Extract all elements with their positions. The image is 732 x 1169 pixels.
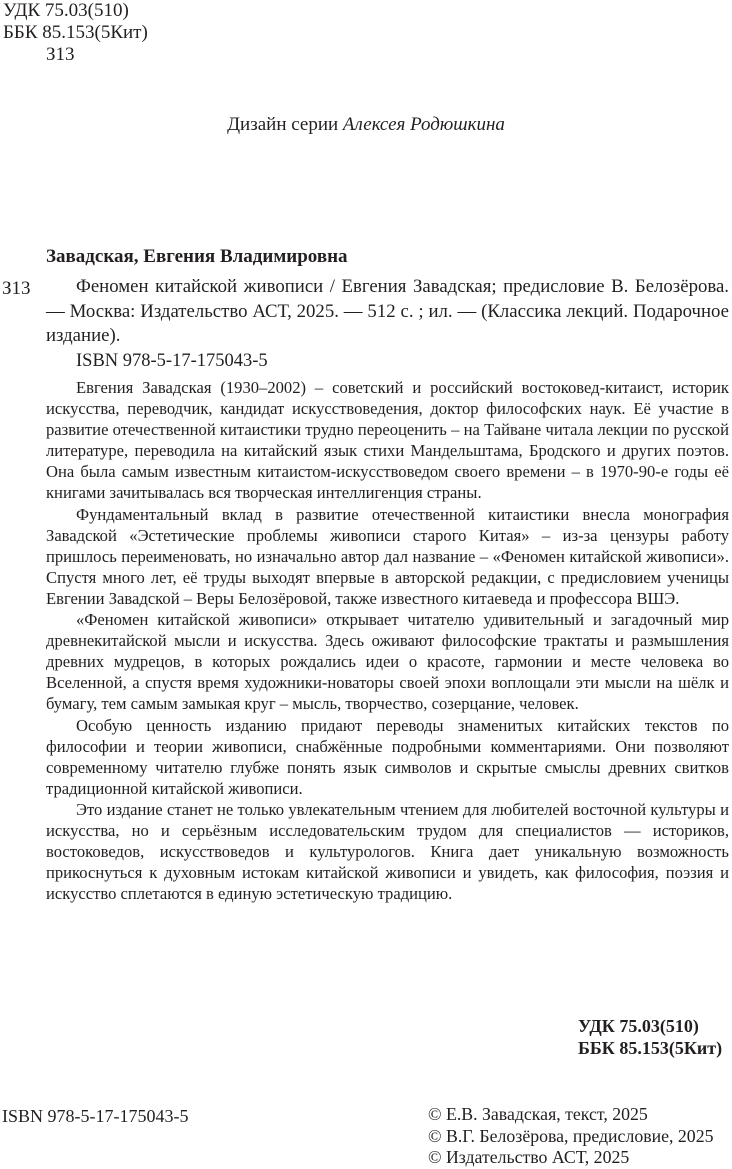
annotation [46, 377, 729, 904]
series-design-label: Дизайн серии [227, 114, 339, 135]
udk-code-bold: УДК 75.03(510) [578, 1016, 699, 1036]
annotation-paragraph: «Феномен китайской живописи» открывает читателю удивительный и загадочный мир древнекитайской мысли и искусства. Здесь оживают философские трактаты и размышления древних мудрецов, в которых рождались идеи о красоте, гармонии и месте человека во Вселенной, а спустя время художники-новаторы своей эпохи воплощали эти мысли на шёлк и бумагу, тем самым замыкая круг – мысль, творчество, созерцание, человек. [46, 610, 729, 714]
annotation-paragraph: Фундаментальный вклад в развитие отечественной китаистики внесла монография Завадской «Эстетические проблемы живописи старого Китая» – из-за цензуры работу пришлось переименовать, но изначально автор дал название – «Феномен китайской живописи». Спустя много лет, её труды выходят впервые в авторской редакции, с предисловием ученицы Евгении Завадской – Веры Белозёровой, также известного китаеведа и профессора ВШЭ. [46, 504, 729, 608]
copyright-block [428, 1104, 713, 1169]
annotation-paragraph: Особую ценность изданию придают переводы знаменитых китайских текстов по философии и теории живописи, снабжённые подробными комментариями. Они позволяют современному читателю глубже понять язык символов и скрытые смыслы древних свитков традиционной китайской живописи. [46, 715, 729, 798]
annotation-paragraph: Евгения Завадская (1930–2002) – советский и российский востоковед-китаист, историк искусства, переводчик, кандидат искусствоведения, доктор философских наук. Её участие в развитие отечественной китаистики трудно переоценить – на Тайване читала лекции по русской литературе, переводила на китайский язык стихи Мандельштама, Бродского и других поэтов. Она была самым известным китаистом-искусствоведом своего времени – в 1970-90-е годы её книгами зачитывалась вся творческая интеллигенция страны. [46, 378, 729, 503]
udk-code: УДК 75.03(510) [3, 0, 129, 21]
footer-isbn: ISBN 978-5-17-175043-5 [2, 1106, 189, 1126]
copyright-line: © Е.В. Завадская, текст, 2025 [428, 1104, 648, 1124]
bbk-code: ББК 85.153(5Кит) [3, 22, 148, 43]
bottom-classification-block [578, 1015, 722, 1059]
catalog-isbn: ISBN 978-5-17-175043-5 [76, 351, 268, 371]
catalog-author-sign: З13 [2, 278, 31, 299]
catalog-author: Завадская, Евгения Владимировна [46, 246, 348, 267]
series-designer-name: Алексея Родюшкина [342, 114, 505, 135]
series-design-credit [0, 113, 732, 137]
top-classification-block [3, 0, 148, 66]
copyright-line: © Издательство АСТ, 2025 [428, 1147, 630, 1167]
bbk-code-bold: ББК 85.153(5Кит) [578, 1038, 723, 1058]
bibliographic-description: Феномен китайской живописи / Евгения Завадская; предисловие В. Белозёрова. — Москва: Издательство АСТ, 2025. — 512 с. ; ил. — (Классика лекций. Подарочное издание). [46, 276, 729, 346]
copyright-line: © В.Г. Белозёрова, предисловие, 2025 [428, 1125, 714, 1146]
annotation-paragraph: Это издание станет не только увлекательным чтением для любителей восточной культуры и искусства, но и серьёзным исследовательским трудом для специалистов — историков, востоковедов, искусствоведов и культурологов. Книга дает уникальную возможность прикоснуться к духовным истокам китайской живописи и увидеть, как философия, поэзия и искусство сплетаются в единую эстетическую традицию. [46, 799, 729, 904]
author-sign: З13 [46, 44, 75, 65]
